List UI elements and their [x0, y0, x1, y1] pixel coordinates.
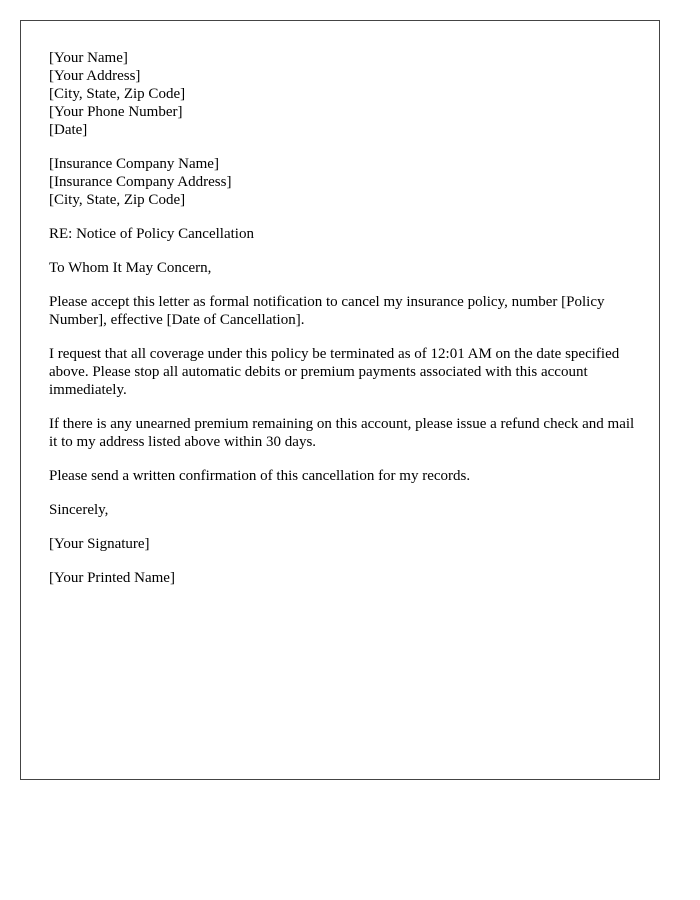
recipient-company-name: [Insurance Company Name]: [49, 156, 219, 172]
closing: Sincerely,: [49, 502, 109, 518]
body-paragraph-1: Please accept this letter as formal notification to cancel my insurance policy, number [Policy Number], effective [Date of Cancellation].: [49, 294, 605, 328]
letter-date: [Date]: [49, 122, 88, 138]
salutation: To Whom It May Concern,: [49, 260, 212, 276]
letter-page: [20, 20, 660, 780]
body-paragraph-4: Please send a written confirmation of this cancellation for my records.: [49, 468, 471, 484]
sender-block: [49, 49, 639, 139]
signature: [Your Signature]: [49, 536, 150, 552]
sender-address: [Your Address]: [49, 68, 141, 84]
body-paragraph-2: I request that all coverage under this policy be terminated as of 12:01 AM on the date specified above. Please stop all automatic debits or premium payments associated with this account immediately.: [49, 346, 620, 398]
sender-name: [Your Name]: [49, 50, 128, 66]
sender-phone: [Your Phone Number]: [49, 104, 183, 120]
printed-name: [Your Printed Name]: [49, 570, 175, 586]
recipient-block: [49, 155, 639, 209]
body-paragraph-3: If there is any unearned premium remaining on this account, please issue a refund check and mail it to my address listed above within 30 days.: [49, 416, 635, 450]
recipient-city-state-zip: [City, State, Zip Code]: [49, 192, 186, 208]
sender-city-state-zip: [City, State, Zip Code]: [49, 86, 186, 102]
letter-content: [49, 49, 639, 603]
recipient-company-address: [Insurance Company Address]: [49, 174, 232, 190]
subject-line: RE: Notice of Policy Cancellation: [49, 226, 254, 242]
